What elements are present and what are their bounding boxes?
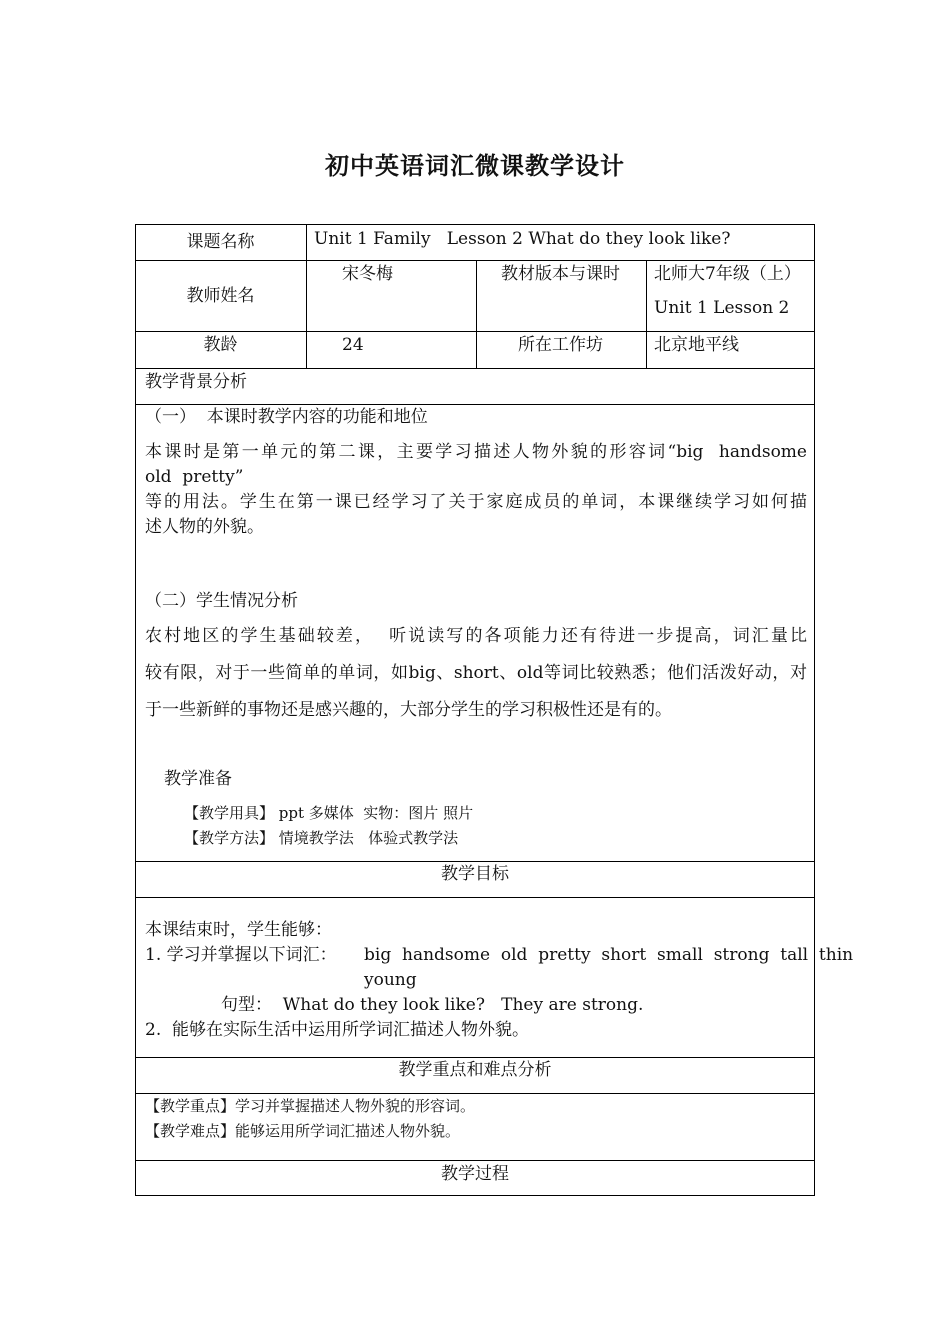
teacher-value: 宋冬梅	[342, 264, 393, 284]
background-section-title: 教学背景分析	[145, 372, 247, 392]
student-analysis-heading: （二）学生情况分析	[145, 591, 298, 611]
workshop-value: 北京地平线	[654, 335, 739, 355]
page-title: 初中英语词汇微课教学设计	[325, 151, 625, 180]
content-function-heading: （一） 本课时教学内容的功能和地位	[145, 407, 428, 427]
student-analysis-line: 于一些新鲜的事物还是感兴趣的，大部分学生的学习积极性还是有的。	[145, 700, 672, 720]
textbook-value-line2: Unit 1 Lesson 2	[654, 298, 790, 318]
content-function-line: 本课时是第一单元的第二课，主要学习描述人物外貌的形容词“big handsome	[145, 442, 807, 462]
teaching-difficulty-line: 【教学难点】能够运用所学词汇描述人物外貌。	[145, 1122, 461, 1140]
experience-label: 教龄	[203, 335, 238, 355]
textbook-label: 教材版本与课时	[501, 264, 620, 284]
objectives-section-title: 教学目标	[441, 864, 509, 884]
row-divider	[136, 260, 814, 261]
column-divider	[646, 260, 647, 368]
workshop-label: 所在工作坊	[518, 335, 603, 355]
objective-item-2: 2. 能够在实际生活中运用所学词汇描述人物外貌。	[145, 1020, 530, 1040]
course-name-label: 课题名称	[186, 232, 255, 252]
content-function-line: old pretty”	[145, 467, 244, 487]
objective-item-1-words: big handsome old pretty short small strong tall thin	[364, 945, 854, 965]
objective-item-1-prefix: 1. 学习并掌握以下词汇：	[145, 945, 337, 965]
student-analysis-line: 较有限，对于一些简单的单词，如big、short、old等词比较熟悉；他们活泼好动，对	[145, 663, 807, 683]
preparation-heading: 教学准备	[164, 769, 232, 789]
column-divider	[306, 225, 307, 368]
teaching-focus-line: 【教学重点】学习并掌握描述人物外貌的形容词。	[145, 1097, 476, 1115]
row-divider	[136, 897, 814, 898]
textbook-value-line1: 北师大7年级（上）	[654, 264, 801, 284]
sentence-pattern-line: 句型： What do they look like? They are strong.	[221, 995, 644, 1015]
content-function-line: 等的用法。学生在第一课已经学习了关于家庭成员的单词，本课继续学习如何描	[145, 492, 807, 512]
course-name-value: Unit 1 Family Lesson 2 What do they look like?	[314, 229, 731, 249]
experience-value: 24	[342, 335, 364, 355]
row-divider	[136, 1093, 814, 1094]
teaching-tools-line: 【教学用具】 ppt 多媒体 实物：图片 照片	[184, 804, 474, 822]
row-divider	[136, 331, 814, 332]
key-points-section-title: 教学重点和难点分析	[398, 1060, 552, 1080]
student-analysis-line: 农村地区的学生基础较差， 听说读写的各项能力还有待进一步提高，词汇量比	[145, 626, 807, 646]
row-divider	[136, 1160, 814, 1161]
content-function-line: 述人物的外貌。	[145, 517, 264, 537]
teaching-methods-line: 【教学方法】 情境教学法 体验式教学法	[184, 829, 459, 847]
process-section-title: 教学过程	[441, 1164, 509, 1184]
teacher-label: 教师姓名	[186, 286, 255, 306]
objectives-intro: 本课结束时，学生能够：	[145, 920, 332, 940]
objective-item-1-words-cont: young	[364, 970, 417, 990]
row-divider	[136, 368, 814, 369]
